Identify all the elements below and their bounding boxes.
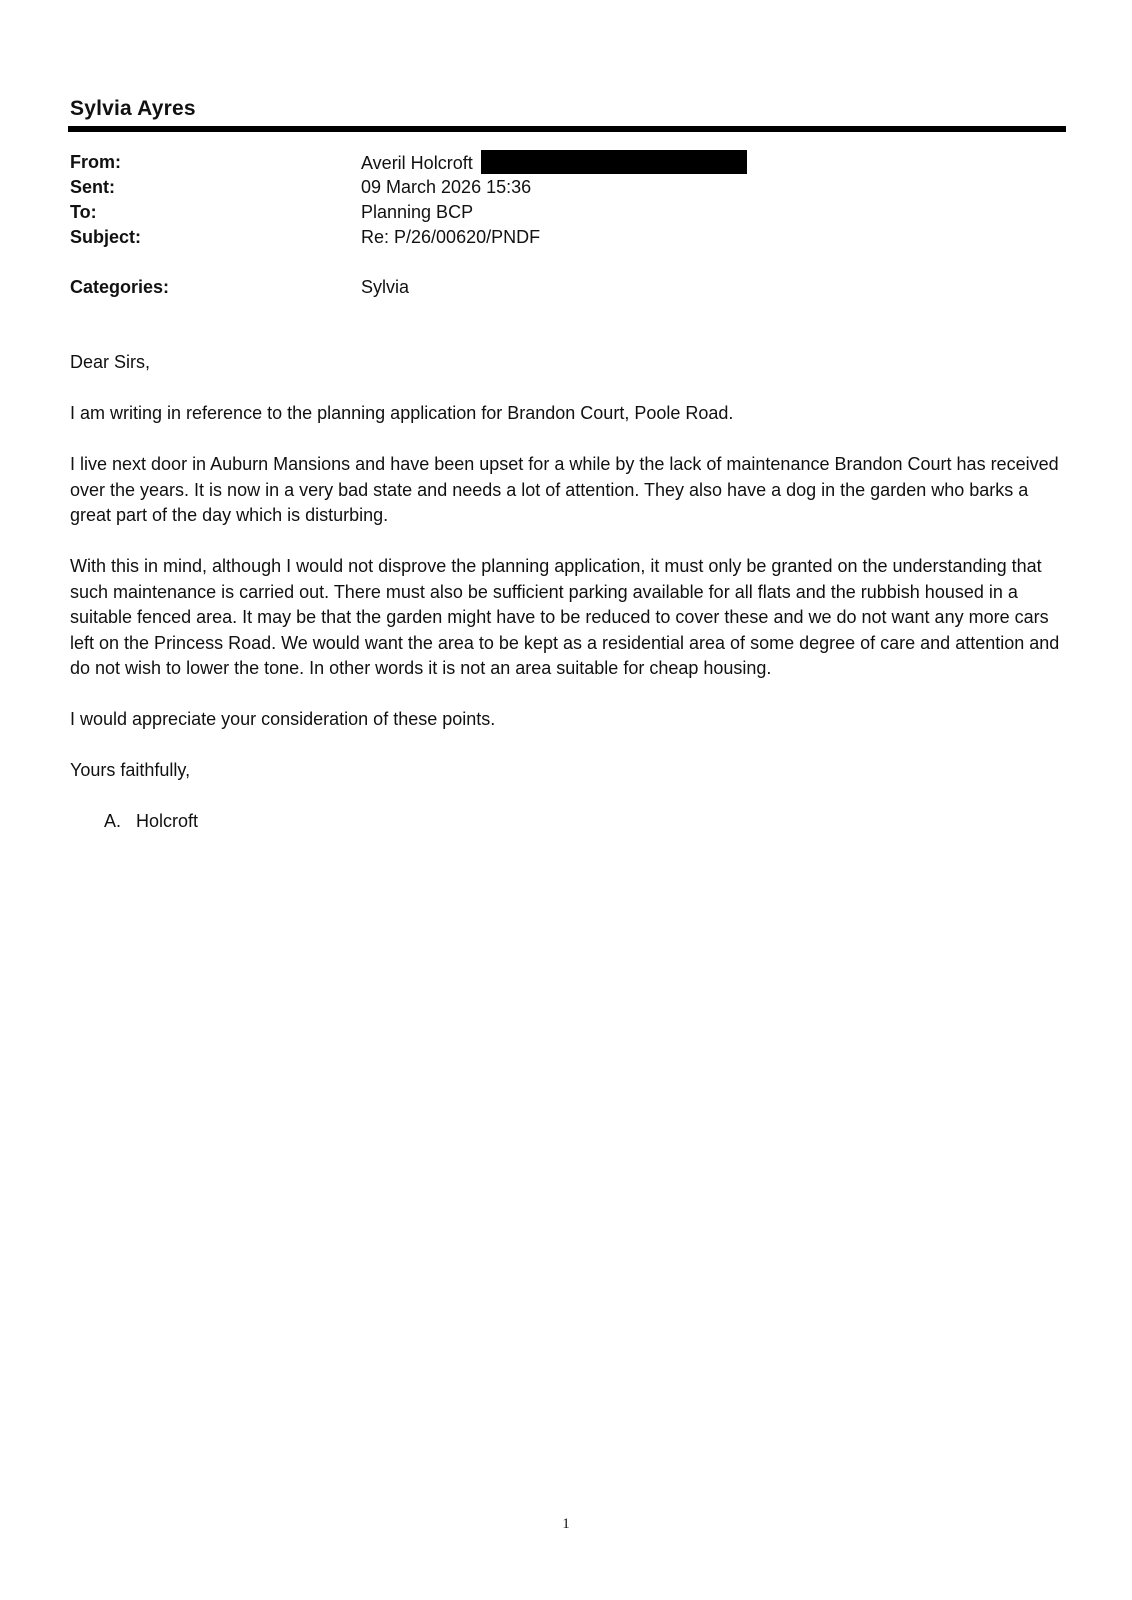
body-paragraph: I am writing in reference to the planning application for Brandon Court, Poole Road.: [70, 403, 734, 423]
body-paragraph: I would appreciate your consideration of these points.: [70, 709, 496, 729]
categories-value: Sylvia: [361, 277, 410, 297]
to-value: Planning BCP: [361, 202, 474, 222]
email-body: [70, 350, 1060, 860]
header-row-subject: [70, 225, 1050, 250]
body-paragraph: With this in mind, although I would not disprove the planning application, it must only be granted on the understanding that such maintenance is carried out. There must also be sufficient parking available for all flats and the rubbish housed in a suitable fenced area. It may be that the garden might have to be reduced to cover these and we do not want any more cars left on the Princess Road. We would want the area to be kept as a residential area of some degree of care and attention and do not wish to lower the tone. In other words it is not an area suitable for cheap housing.: [70, 556, 1060, 678]
email-header: [70, 150, 1050, 300]
mailbox-owner-name: Sylvia Ayres: [70, 97, 196, 120]
body-paragraph: I live next door in Auburn Mansions and have been upset for a while by the lack of maintenance Brandon Court has received over the years. It is now in a very bad state and needs a lot of attention. They also have a dog in the garden who barks a great part of the day which is disturbing.: [70, 454, 1059, 525]
categories-label: Categories:: [70, 277, 170, 297]
header-row-from: [70, 150, 1050, 175]
to-label: To:: [70, 202, 97, 222]
closing: Yours faithfully,: [70, 760, 191, 780]
title-divider: [68, 126, 1066, 132]
page-number: 1: [562, 1516, 570, 1532]
salutation: Dear Sirs,: [70, 352, 151, 372]
header-row-categories: [70, 275, 1050, 300]
sent-value: 09 March 2026 15:36: [361, 177, 532, 197]
header-row-sent: [70, 175, 1050, 200]
redacted-email-block: [481, 150, 747, 174]
from-label: From:: [70, 152, 121, 172]
header-row-to: [70, 200, 1050, 225]
subject-value: Re: P/26/00620/PNDF: [361, 227, 541, 247]
signature: A. Holcroft: [104, 811, 199, 831]
from-value: [361, 150, 747, 176]
sender-name: Averil Holcroft: [361, 153, 473, 173]
subject-label: Subject:: [70, 227, 142, 247]
sent-label: Sent:: [70, 177, 115, 197]
